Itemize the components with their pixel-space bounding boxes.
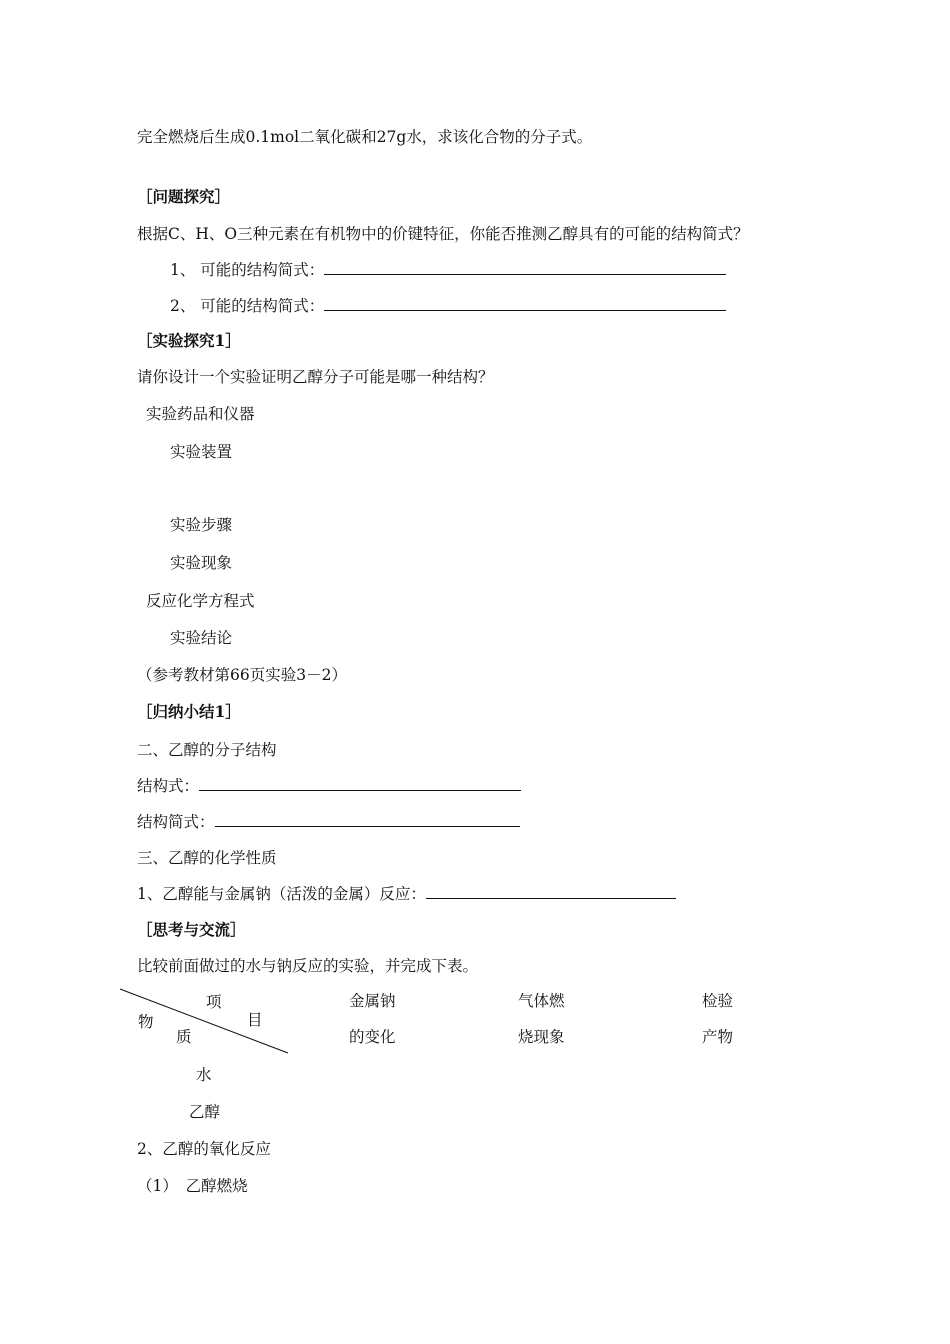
corner-label-bottom: 质 [176, 1028, 192, 1046]
text-line-6: 实验药品和仪器 [146, 405, 255, 423]
section-heading-summary: ［归纳小结1］ [137, 702, 241, 721]
text-line-1: 完全燃烧后生成0.1mol二氧化碳和27g水，求该化合物的分子式。 [137, 128, 593, 146]
structure-label-2: 2、 可能的结构简式： [170, 297, 325, 315]
section-heading-discussion: ［思考与交流］ [137, 920, 246, 939]
text-line-8: 实验步骤 [170, 516, 233, 534]
fill-blank-3[interactable] [199, 776, 521, 791]
text-line-12: （参考教材第66页实验3－2） [137, 666, 347, 684]
structure-line-2 [170, 296, 726, 316]
sodium-reaction-label: 1、乙醇能与金属钠（活泼的金属）反应： [137, 885, 426, 903]
text-line-7: 实验装置 [170, 443, 233, 461]
section-heading-problem: ［问题探究］ [137, 187, 231, 206]
corner-label-left: 物 [138, 1013, 154, 1031]
corner-label-top: 项 [206, 993, 222, 1011]
column-header-product-a: 检验 [702, 992, 734, 1010]
structure-label-1: 1、 可能的结构简式： [170, 261, 325, 279]
fill-blank-1[interactable] [324, 260, 726, 275]
sodium-reaction-line [137, 884, 676, 904]
structural-formula-line [137, 776, 521, 796]
text-line-9: 实验现象 [170, 554, 233, 572]
column-header-gas-b: 烧现象 [518, 1028, 565, 1046]
text-line-10: 反应化学方程式 [146, 592, 255, 610]
text-line-11: 实验结论 [170, 629, 233, 647]
text-line-2: 根据C、H、O三种元素在有机物中的价键特征，你能否推测乙醇具有的可能的结构简式？ [137, 225, 749, 243]
fill-blank-2[interactable] [324, 296, 726, 311]
condensed-formula-label: 结构简式： [137, 813, 215, 831]
text-line-5: 请你设计一个实验证明乙醇分子可能是哪一种结构？ [137, 368, 494, 386]
fill-blank-5[interactable] [426, 884, 676, 899]
corner-label-right: 目 [247, 1011, 263, 1029]
text-line-18: 比较前面做过的水与钠反应的实验，并完成下表。 [137, 957, 479, 975]
section-heading-experiment: ［实验探究1］ [137, 331, 241, 350]
row-label-ethanol: 乙醇 [189, 1103, 221, 1121]
column-header-sodium-a: 金属钠 [349, 992, 396, 1010]
column-header-product-b: 产物 [702, 1028, 734, 1046]
row-label-water: 水 [196, 1066, 212, 1084]
text-line-19: 2、乙醇的氧化反应 [137, 1140, 271, 1158]
condensed-formula-line [137, 812, 520, 832]
text-line-20: （1） 乙醇燃烧 [137, 1177, 248, 1195]
column-header-sodium-b: 的变化 [349, 1028, 396, 1046]
fill-blank-4[interactable] [215, 812, 520, 827]
structure-line-1 [170, 260, 726, 280]
text-line-13: 二、乙醇的分子结构 [137, 741, 277, 759]
text-line-16: 三、乙醇的化学性质 [137, 849, 277, 867]
structural-formula-label: 结构式： [137, 777, 200, 795]
column-header-gas-a: 气体燃 [518, 992, 565, 1010]
